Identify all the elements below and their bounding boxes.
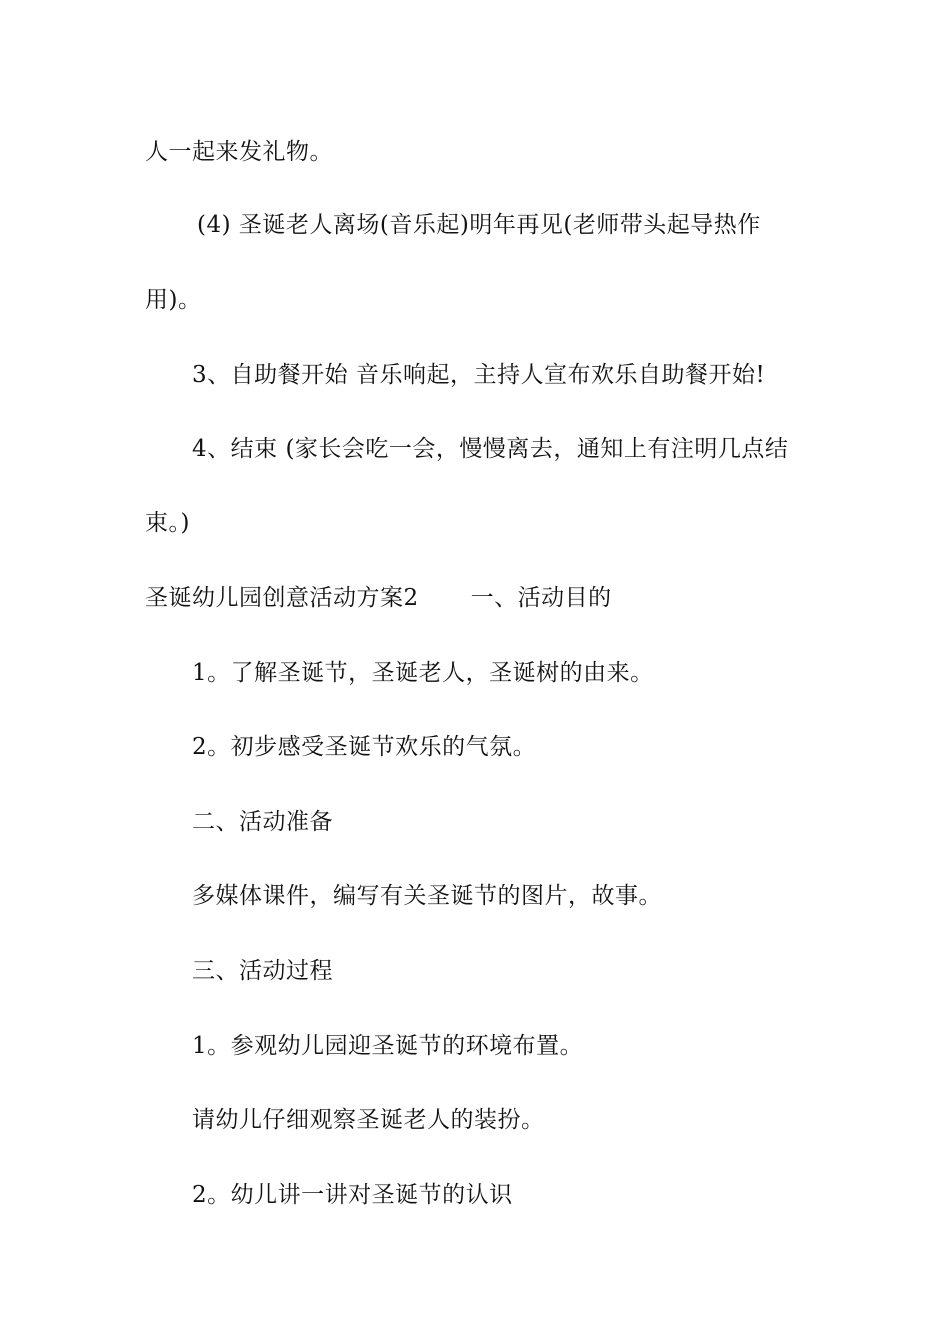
text-line: 请幼儿仔细观察圣诞老人的装扮。: [192, 1107, 545, 1133]
text-line: 4、结束 (家长会吃一会，慢慢离去，通知上有注明几点结: [192, 436, 789, 462]
text-line: 用)。: [145, 287, 202, 313]
section-heading: 二、活动准备: [192, 809, 333, 835]
text-line: 1。参观幼儿园迎圣诞节的环境布置。: [192, 1033, 584, 1059]
text-line: 2。初步感受圣诞节欢乐的气氛。: [192, 734, 537, 760]
section-heading: 三、活动过程: [192, 958, 333, 984]
text-line: 2。幼儿讲一讲对圣诞节的认识: [192, 1182, 513, 1208]
section-heading: 一、活动目的: [470, 585, 612, 611]
document-title: 圣诞幼儿园创意活动方案2: [145, 585, 419, 611]
text-line: (4) 圣诞老人离场(音乐起)明年再见(老师带头起导热作: [197, 212, 761, 238]
text-line: 人一起来发礼物。: [145, 139, 333, 165]
text-line: 多媒体课件，编写有关圣诞节的图片，故事。: [192, 883, 662, 909]
section-heading-line: [145, 583, 612, 613]
text-line: 3、自助餐开始 音乐响起，主持人宣布欢乐自助餐开始!: [192, 362, 766, 388]
text-line: 束。): [145, 510, 190, 536]
text-line: 1。了解圣诞节，圣诞老人，圣诞树的由来。: [192, 660, 654, 686]
